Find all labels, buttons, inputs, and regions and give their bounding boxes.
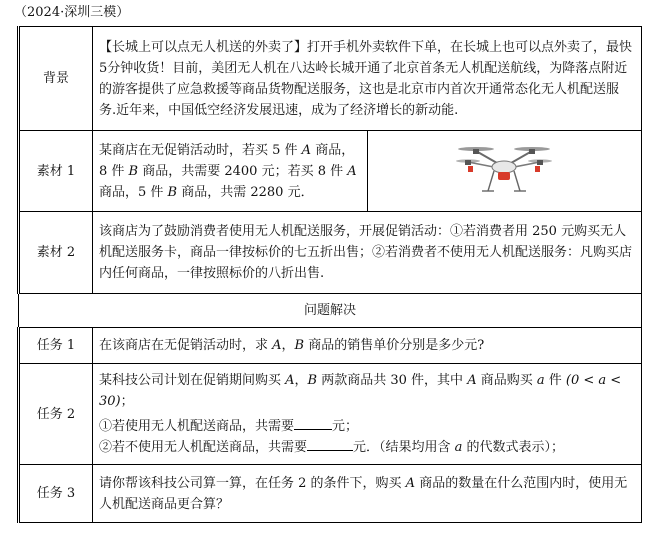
background-text [93,27,642,131]
background-paragraph: 【长城上可以点无人机送的外卖了】打开手机外卖软件下单，在长城上也可以点外卖了，最快5分钟收货！目前，美团无人机在八达岭长城开通了北京首条无人机配送航线，为降落点附近的游客提供了应急救援等商品货物配送服务，这也是北京市内首次开通常态化无人机配送服务.近年来，中国低空经济发展迅速，成为了经济增长的新动能. [99,39,633,118]
row-material-2 [19,212,642,294]
problem-header: 问题解决 [19,294,642,328]
label-material-1: 素材 1 [19,131,93,212]
label-background: 背景 [19,27,93,131]
label-task-3: 任务 3 [19,465,93,523]
material-2-text [93,212,642,294]
row-problem-header [19,294,642,328]
source-tag: （2024·深圳三模） [14,5,130,20]
task-1-text [93,328,642,364]
label-task-1: 任务 1 [19,328,93,364]
row-task-3 [19,465,642,523]
row-background [19,27,642,131]
drone-image [454,139,554,197]
task-2-line-2: ①若使用无人机配送商品，共需要 元； [99,419,359,434]
material-1-paragraph: 某商店在无促销活动时，若买 5 件 A 商品，8 件 B 商品，共需要 2400 元；若买 8 件 A 商品，5 件 B 商品，共需 2280 元． [99,142,357,200]
drone-image-cell [367,131,642,212]
label-task-2: 任务 2 [19,364,93,465]
task-2-text [93,364,642,465]
material-1-text [93,131,368,212]
material-2-paragraph: 该商店为了鼓励消费者使用无人机配送服务，开展促销活动：①若消费者用 250 元购买无人机配送服务卡，商品一律按标价的七五折出售；②若消费者不使用无人机配送服务：凡购买店内任何商品，一律按照标价的八折出售. [99,224,633,281]
task-2-line-1: 某科技公司计划在促销期间购买 A，B 两款商品共 30 件，其中 A 商品购买 a 件 (0 < a < 30)； [99,373,622,409]
task-3-text [93,465,642,523]
label-material-2: 素材 2 [19,212,93,294]
row-task-2 [19,364,642,465]
task-1-paragraph: 在该商店在无促销活动时，求 A，B 商品的销售单价分别是多少元? [99,338,485,353]
answer-blank-2[interactable] [307,450,353,451]
row-task-1 [19,328,642,364]
problem-table [17,26,642,523]
task-3-paragraph: 请你帮该科技公司算一算，在任务 2 的条件下，购买 A 商品的数量在什么范围内时，使用无人机配送商品更合算？ [99,475,628,512]
task-2-line-3: ②若不使用无人机配送商品，共需要 元．（结果均用含 a 的代数式表示）； [99,440,565,455]
answer-blank-1[interactable] [294,429,332,430]
row-material-1 [19,131,642,212]
